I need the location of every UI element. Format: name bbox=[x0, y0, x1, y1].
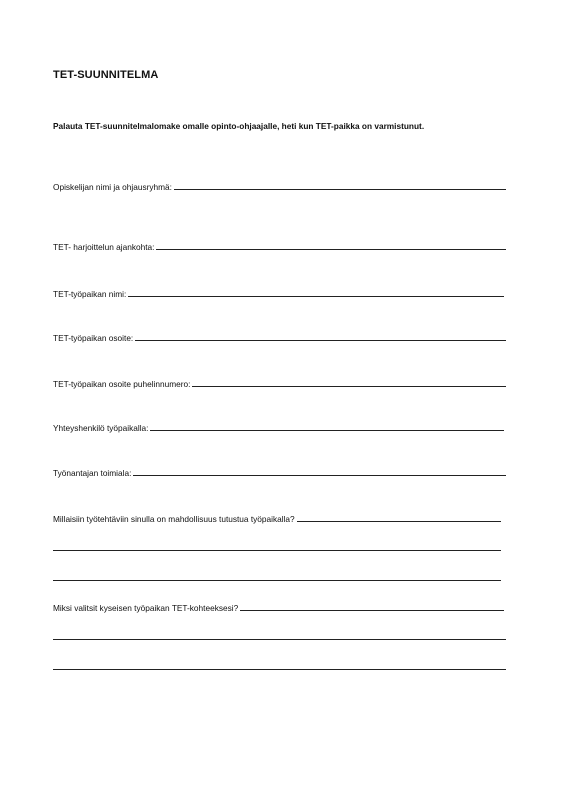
answer-line[interactable] bbox=[53, 580, 501, 581]
field-label: TET-työpaikan osoite puhelinnumero: bbox=[53, 379, 191, 389]
answer-line[interactable] bbox=[174, 189, 506, 190]
field-workplace-phone bbox=[53, 375, 506, 389]
field-label: TET- harjoittelun ajankohta: bbox=[53, 242, 155, 252]
answer-line[interactable] bbox=[192, 386, 506, 387]
form-title: TET-SUUNNITELMA bbox=[53, 69, 159, 81]
field-label: Opiskelijan nimi ja ohjausryhmä: bbox=[53, 182, 172, 192]
form-instructions: Palauta TET-suunnitelmalomake omalle opinto-ohjaajalle, heti kun TET-paikka on varmistunut. bbox=[53, 121, 425, 131]
answer-line[interactable] bbox=[297, 521, 501, 522]
field-label: Yhteyshenkilö työpaikalla: bbox=[53, 423, 149, 433]
field-employer-industry bbox=[53, 464, 506, 478]
field-label: TET-työpaikan nimi: bbox=[53, 289, 127, 299]
answer-line[interactable] bbox=[135, 340, 506, 341]
answer-line[interactable] bbox=[128, 296, 504, 297]
field-workplace-address bbox=[53, 329, 506, 343]
answer-line[interactable] bbox=[53, 669, 506, 670]
field-reason-for-choice bbox=[53, 599, 504, 613]
answer-line[interactable] bbox=[156, 249, 506, 250]
answer-line[interactable] bbox=[53, 550, 501, 551]
field-label: Millaisiin työtehtäviin sinulla on mahdollisuus tutustua työpaikalla? bbox=[53, 514, 295, 524]
field-label: Miksi valitsit kyseisen työpaikan TET-kohteeksesi? bbox=[53, 603, 239, 613]
field-student-name bbox=[53, 178, 506, 192]
field-label: Työnantajan toimiala: bbox=[53, 468, 132, 478]
answer-line[interactable] bbox=[150, 430, 504, 431]
answer-line[interactable] bbox=[240, 610, 504, 611]
answer-line[interactable] bbox=[133, 475, 506, 476]
field-workplace-name bbox=[53, 285, 504, 299]
field-job-tasks bbox=[53, 510, 501, 524]
field-internship-period bbox=[53, 238, 506, 252]
field-contact-person bbox=[53, 419, 504, 433]
answer-line[interactable] bbox=[53, 639, 506, 640]
field-label: TET-työpaikan osoite: bbox=[53, 333, 134, 343]
